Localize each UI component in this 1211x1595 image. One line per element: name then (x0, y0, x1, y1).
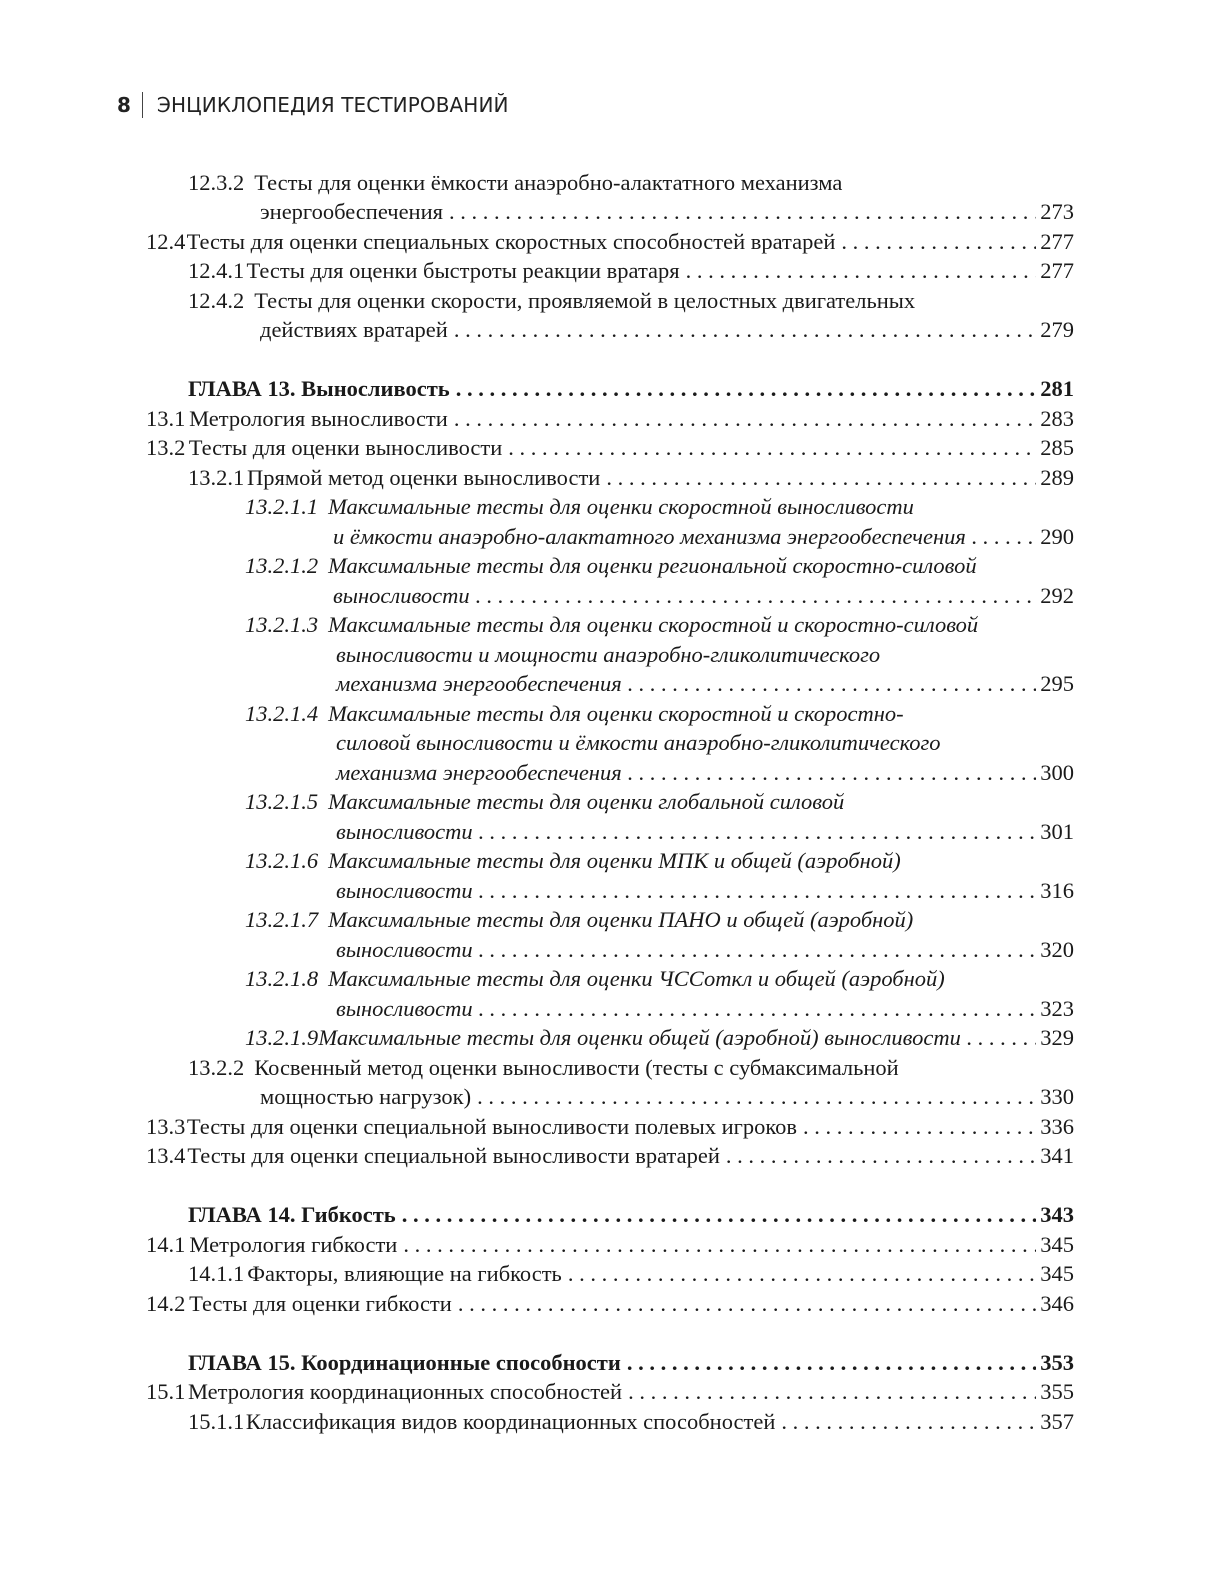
toc-text: ГЛАВА 13. Выносливость (188, 376, 450, 401)
dot-leader (479, 876, 1037, 906)
dot-leader (726, 1141, 1036, 1171)
toc-page: 353 (1040, 1350, 1074, 1375)
toc-page: 300 (1040, 760, 1074, 785)
toc-page: 283 (1040, 406, 1074, 431)
toc-number: 13.2.1.6 (245, 848, 319, 873)
dot-leader (402, 1200, 1037, 1230)
toc-number: 13.2.1.3 (245, 612, 319, 637)
toc-page: 343 (1040, 1202, 1074, 1227)
dot-leader (686, 256, 1037, 286)
toc-number: 14.1 (146, 1232, 186, 1257)
toc-entry (260, 197, 1074, 227)
toc-number: 13.2.1.9 (245, 1025, 319, 1050)
toc-number: 13.2.1.7 (245, 907, 319, 932)
toc-entry (260, 315, 1074, 345)
toc-text: Максимальные тесты для оценки общей (аэробной) выносливости (318, 1025, 961, 1050)
toc-text: Факторы, влияющие на гибкость (247, 1261, 562, 1286)
toc-text: Тесты для оценки скорости, проявляемой в целостных двигательных (254, 288, 916, 313)
dot-leader (479, 935, 1037, 965)
dot-leader (568, 1259, 1036, 1289)
toc-chapter-heading (188, 1200, 1074, 1230)
toc-number: 13.2 (146, 435, 186, 460)
toc-number: 12.4 (146, 229, 186, 254)
toc-text: механизма энергообеспечения (336, 671, 622, 696)
toc-entry (260, 1082, 1074, 1112)
toc-number: 15.1 (146, 1379, 186, 1404)
dot-leader (628, 758, 1037, 788)
toc-entry (146, 1377, 1074, 1407)
dot-leader (479, 994, 1037, 1024)
toc-number: 13.1 (146, 406, 186, 431)
toc-entry-line (245, 787, 844, 817)
toc-entry (336, 669, 1074, 699)
running-header (117, 90, 509, 120)
toc-entry-line (245, 964, 945, 994)
toc-number: 13.3 (146, 1114, 186, 1139)
toc-text: Метрология гибкости (189, 1232, 398, 1257)
toc-text: Максимальные тесты для оценки региональной скоростно-силовой (328, 553, 977, 578)
toc-text: действиях вратарей (260, 317, 448, 342)
toc-text: Прямой метод оценки выносливости (246, 465, 601, 490)
toc-chapter-heading (188, 1348, 1074, 1378)
toc-page: 355 (1040, 1379, 1074, 1404)
header-divider (142, 92, 143, 118)
toc-number: 13.2.1.2 (245, 553, 319, 578)
toc-text: Метрология координационных способностей (187, 1379, 623, 1404)
toc-entry (146, 433, 1074, 463)
dot-leader (477, 1082, 1036, 1112)
toc-number: 13.2.2 (188, 1055, 245, 1080)
toc-number: 15.1.1 (188, 1409, 245, 1434)
dot-leader (841, 227, 1036, 257)
toc-number: 12.3.2 (188, 170, 245, 195)
toc-text: Тесты для оценки специальных скоростных способностей вратарей (186, 229, 836, 254)
dot-leader (606, 463, 1036, 493)
toc-entry-line (188, 168, 842, 198)
toc-entry (245, 1023, 1074, 1053)
dot-leader (972, 522, 1036, 552)
toc-entry-line (245, 699, 904, 729)
toc-text: механизма энергообеспечения (336, 760, 622, 785)
toc-text: Метрология выносливости (189, 406, 448, 431)
toc-text: Максимальные тесты для оценки скоростной и скоростно- (328, 701, 904, 726)
toc-entry-line (245, 551, 977, 581)
toc-entry-line (245, 846, 901, 876)
toc-entry-line (336, 640, 880, 670)
toc-number: 12.4.2 (188, 288, 245, 313)
toc-page: 289 (1040, 465, 1074, 490)
toc-number: 14.2 (146, 1291, 186, 1316)
toc-text: Косвенный метод оценки выносливости (тесты с субмаксимальной (254, 1055, 899, 1080)
toc-text: ГЛАВА 15. Координационные способности (188, 1350, 621, 1375)
toc-text: Максимальные тесты для оценки глобальной силовой (328, 789, 845, 814)
toc-text: Тесты для оценки специальной выносливости вратарей (187, 1143, 720, 1168)
toc-number: 12.4.1 (188, 258, 245, 283)
toc-entry (188, 463, 1074, 493)
toc-page: 329 (1040, 1025, 1074, 1050)
toc-page: 277 (1040, 258, 1074, 283)
dot-leader (628, 1377, 1036, 1407)
dot-leader (458, 1289, 1036, 1319)
toc-entry (333, 581, 1074, 611)
toc-number: 13.2.1.5 (245, 789, 319, 814)
toc-page: 345 (1040, 1232, 1074, 1257)
dot-leader (803, 1112, 1036, 1142)
toc-page: 323 (1040, 996, 1074, 1021)
toc-text: Максимальные тесты для оценки ПАНО и общей (аэробной) (328, 907, 914, 932)
toc-entry-line (245, 905, 913, 935)
toc-page: 281 (1040, 376, 1074, 401)
toc-text: Тесты для оценки быстроты реакции вратаря (246, 258, 680, 283)
toc-page: 285 (1040, 435, 1074, 460)
dot-leader (627, 1348, 1036, 1378)
dot-leader (508, 433, 1036, 463)
toc-text: выносливости (336, 996, 473, 1021)
toc-entry (336, 758, 1074, 788)
toc-text: выносливости (336, 878, 473, 903)
toc-page: 320 (1040, 937, 1074, 962)
toc-text: энергообеспечения (260, 199, 443, 224)
toc-page: 357 (1040, 1409, 1074, 1434)
dot-leader (403, 1230, 1036, 1260)
toc-entry (188, 256, 1074, 286)
toc-entry-line (336, 728, 941, 758)
toc-text: Максимальные тесты для оценки ЧССоткл и общей (аэробной) (328, 966, 945, 991)
dot-leader (456, 374, 1037, 404)
toc-text: Тесты для оценки ёмкости анаэробно-алактатного механизма (254, 170, 843, 195)
toc-text: выносливости (336, 937, 473, 962)
toc-text: Тесты для оценки специальной выносливости полевых игроков (186, 1114, 798, 1139)
toc-number: 13.2.1.1 (245, 494, 319, 519)
toc-page: 336 (1040, 1114, 1074, 1139)
toc-text: выносливости (333, 583, 470, 608)
toc-entry-line (245, 610, 978, 640)
toc-text: выносливости и мощности анаэробно-гликолитического (336, 642, 881, 667)
toc-page: 292 (1040, 583, 1074, 608)
toc-text: мощностью нагрузок) (260, 1084, 472, 1109)
toc-text: Максимальные тесты для оценки скоростной и скоростно-силовой (328, 612, 979, 637)
toc-entry-line (188, 1053, 899, 1083)
toc-page: 301 (1040, 819, 1074, 844)
toc-page: 345 (1040, 1261, 1074, 1286)
toc-entry (146, 1112, 1074, 1142)
toc-page: 341 (1040, 1143, 1074, 1168)
dot-leader (449, 197, 1036, 227)
toc-number: 13.2.1 (188, 465, 245, 490)
toc-number: 13.4 (146, 1143, 186, 1168)
toc-text: ГЛАВА 14. Гибкость (188, 1202, 396, 1227)
toc-entry-line (188, 286, 915, 316)
toc-entry (146, 1141, 1074, 1171)
toc-page: 273 (1040, 199, 1074, 224)
toc-entry (146, 404, 1074, 434)
toc-text: Тесты для оценки выносливости (188, 435, 503, 460)
dot-leader (781, 1407, 1036, 1437)
toc-page: 277 (1040, 229, 1074, 254)
toc-entry (188, 1259, 1074, 1289)
toc-entry (336, 817, 1074, 847)
header-title: ЭНЦИКЛОПЕДИЯ ТЕСТИРОВАНИЙ (156, 93, 509, 117)
toc-text: силовой выносливости и ёмкости анаэробно-гликолитического (336, 730, 941, 755)
toc-number: 14.1.1 (188, 1261, 245, 1286)
toc-text: Тесты для оценки гибкости (189, 1291, 452, 1316)
page-number: 8 (117, 93, 131, 117)
toc-text: и ёмкости анаэробно-алактатного механизма энергообеспечения (333, 524, 966, 549)
toc-text: Классификация видов координационных способностей (245, 1409, 776, 1434)
toc-page: 290 (1040, 524, 1074, 549)
toc-text: Максимальные тесты для оценки скоростной выносливости (328, 494, 914, 519)
toc-entry (336, 994, 1074, 1024)
toc-text: Максимальные тесты для оценки МПК и общей (аэробной) (328, 848, 901, 873)
toc-entry-line (245, 492, 914, 522)
toc-page: 295 (1040, 671, 1074, 696)
toc-entry (333, 522, 1074, 552)
toc-page: 346 (1040, 1291, 1074, 1316)
toc-page: 316 (1040, 878, 1074, 903)
toc-entry (336, 876, 1074, 906)
dot-leader (628, 669, 1037, 699)
dot-leader (454, 404, 1036, 434)
dot-leader (476, 581, 1037, 611)
toc-entry (188, 1407, 1074, 1437)
toc-chapter-heading (188, 374, 1074, 404)
toc-entry (146, 1230, 1074, 1260)
dot-leader (479, 817, 1037, 847)
toc-number: 13.2.1.8 (245, 966, 319, 991)
toc-page: 330 (1040, 1084, 1074, 1109)
toc-entry (146, 1289, 1074, 1319)
dot-leader (454, 315, 1036, 345)
toc-entry (336, 935, 1074, 965)
dot-leader (967, 1023, 1036, 1053)
toc-text: выносливости (336, 819, 473, 844)
toc-page: 279 (1040, 317, 1074, 342)
toc-number: 13.2.1.4 (245, 701, 319, 726)
toc-entry (146, 227, 1074, 257)
